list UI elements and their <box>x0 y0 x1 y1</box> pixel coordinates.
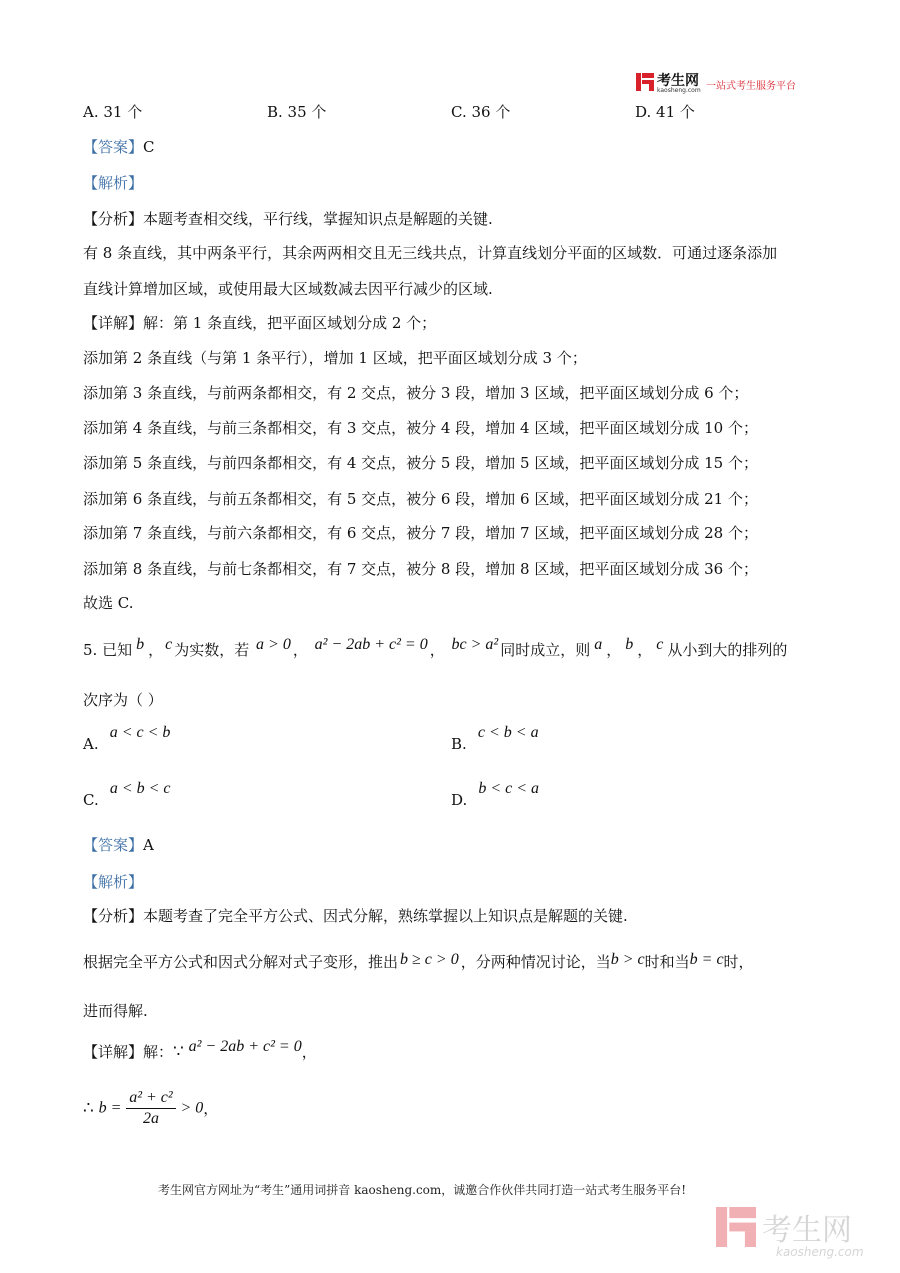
q5-number: 5. <box>83 641 98 659</box>
var-a: a <box>594 636 603 653</box>
logo-slogan: 一站式考生服务平台 <box>706 81 796 92</box>
option-label: A. <box>83 735 99 753</box>
fraction <box>126 1088 176 1129</box>
q5-text-1: 已知 <box>102 641 133 659</box>
sep: ， <box>292 641 308 659</box>
math-inline: b > c <box>610 951 645 968</box>
q4-conclusion: 故选 C. <box>83 594 134 612</box>
answer-value: C <box>143 138 155 156</box>
text: 时， <box>723 953 754 971</box>
q4-fenxi: 【分析】本题考查相交线，平行线，掌握知识点是解题的关键. <box>83 210 493 228</box>
q5-stem-line2: 次序为（ ） <box>83 691 163 709</box>
text: 根据完全平方公式和因式分解对式子变形，推出 <box>83 953 399 971</box>
logo-name: 考生网 <box>657 73 699 89</box>
q4-step-2: 添加第 2 条直线（与第 1 条平行），增加 1 区域，把平面区域划分成 3 个； <box>83 349 587 367</box>
q4-option-d: D. 41 个 <box>635 103 695 121</box>
answer-value: A <box>143 836 154 854</box>
watermark-name: 考生网 <box>762 1213 852 1248</box>
sep: ， <box>429 641 445 659</box>
text: ，分两种情况讨论，当 <box>460 953 611 971</box>
kaosheng-logo-icon <box>636 73 654 91</box>
therefore-symbol: ∴ <box>83 1098 94 1119</box>
q4-desc-line1: 有 8 条直线，其中两条平行，其余两两相交且无三线共点，计算直线划分平面的区域数．可通过逐条添加 <box>83 244 778 262</box>
condition-3: bc > a² <box>451 636 499 653</box>
q4-option-b: B. 35 个 <box>267 103 327 121</box>
watermark-logo-icon <box>716 1207 756 1247</box>
sep: ， <box>301 1043 317 1061</box>
var-c: c <box>165 636 173 653</box>
sep: ， <box>203 1099 219 1118</box>
q4-step-8: 添加第 8 条直线，与前七条都相交，有 7 交点，被分 8 段，增加 8 区域，把平面区域划分成 36 个； <box>83 560 758 578</box>
q4-step-7: 添加第 7 条直线，与前六条都相交，有 6 交点，被分 7 段，增加 7 区域，把平面区域划分成 28 个； <box>83 524 758 542</box>
q5-equation-2 <box>83 1088 218 1129</box>
q5-option-b <box>451 722 539 753</box>
option-label: D. <box>451 791 468 809</box>
option-expr: b < c < a <box>478 780 540 797</box>
q4-desc-line2: 直线计算增加区域，或使用最大区域数减去因平行减少的区域. <box>83 280 493 298</box>
fraction-numerator: a² + c² <box>126 1088 176 1109</box>
q5-analysis-tag: 【解析】 <box>83 873 144 891</box>
q4-step-5: 添加第 5 条直线，与前四条都相交，有 4 交点，被分 5 段，增加 5 区域，把平面区域划分成 15 个； <box>83 454 758 472</box>
detail-tag: 【详解】解： <box>83 1043 174 1061</box>
var-c: c <box>656 636 664 653</box>
answer-tag: 【答案】 <box>83 836 144 854</box>
option-expr: c < b < a <box>477 724 539 741</box>
condition-1: a > 0 <box>256 636 291 653</box>
q4-answer <box>83 137 155 157</box>
q5-answer <box>83 835 154 855</box>
q4-step-3: 添加第 3 条直线，与前两条都相交，有 2 交点，被分 3 段，增加 3 区域，把平面区域划分成 6 个； <box>83 384 749 402</box>
eq2-lhs: b = <box>98 1099 122 1117</box>
condition-2: a² − 2ab + c² = 0 <box>314 636 428 653</box>
footer-text: 考生网官方网址为“考生”通用词拼音 kaosheng.com，诚邀合作伙伴共同打造一站式考生服务平台! <box>158 1183 687 1197</box>
math-inline: b = c <box>689 951 724 968</box>
watermark-domain: kaosheng.com <box>776 1245 864 1259</box>
q4-option-c: C. 36 个 <box>451 103 511 121</box>
logo-domain: kaosheng.com <box>657 87 701 94</box>
q5-fenxi: 【分析】本题考查了完全平方公式、因式分解，熟练掌握以上知识点是解题的关键. <box>83 907 628 925</box>
q5-detail <box>83 1038 317 1063</box>
q5-text-3: 同时成立，则 <box>500 641 591 659</box>
q5-para-1 <box>83 952 754 973</box>
math-inline: b ≥ c > 0 <box>400 951 459 968</box>
q5-stem-line1 <box>83 636 788 661</box>
sep: ， <box>606 641 622 659</box>
q5-option-c <box>83 778 171 809</box>
q4-option-a: A. 31 个 <box>83 103 143 121</box>
q5-text-2: 为实数，若 <box>174 641 250 659</box>
option-label: B. <box>451 735 467 753</box>
option-expr: a < b < c <box>109 780 171 797</box>
q5-para-2: 进而得解. <box>83 1002 148 1020</box>
text: 时和当 <box>644 953 690 971</box>
sep: ， <box>637 641 653 659</box>
sep: ， <box>148 641 164 659</box>
q4-analysis-tag: 【解析】 <box>83 174 144 192</box>
q4-step-4: 添加第 4 条直线，与前三条都相交，有 3 交点，被分 4 段，增加 4 区域，把平面区域划分成 10 个； <box>83 419 758 437</box>
q4-step-1: 【详解】解：第 1 条直线，把平面区域划分成 2 个； <box>83 314 437 332</box>
q5-option-d <box>451 778 540 809</box>
var-b: b <box>136 636 145 653</box>
because-symbol: ∵ <box>173 1042 184 1062</box>
q5-text-4: 从小到大的排列的 <box>667 641 788 659</box>
answer-tag: 【答案】 <box>83 138 144 156</box>
watermark <box>716 1205 886 1265</box>
fraction-denominator: 2a <box>142 1110 159 1127</box>
equation-1: a² − 2ab + c² = 0 <box>188 1038 302 1055</box>
option-label: C. <box>83 791 99 809</box>
eq2-rhs: > 0 <box>180 1099 204 1117</box>
q4-step-6: 添加第 6 条直线，与前五条都相交，有 5 交点，被分 6 段，增加 6 区域，把平面区域划分成 21 个； <box>83 490 758 508</box>
option-expr: a < c < b <box>109 724 171 741</box>
var-b: b <box>625 636 634 653</box>
q5-option-a <box>83 722 171 753</box>
